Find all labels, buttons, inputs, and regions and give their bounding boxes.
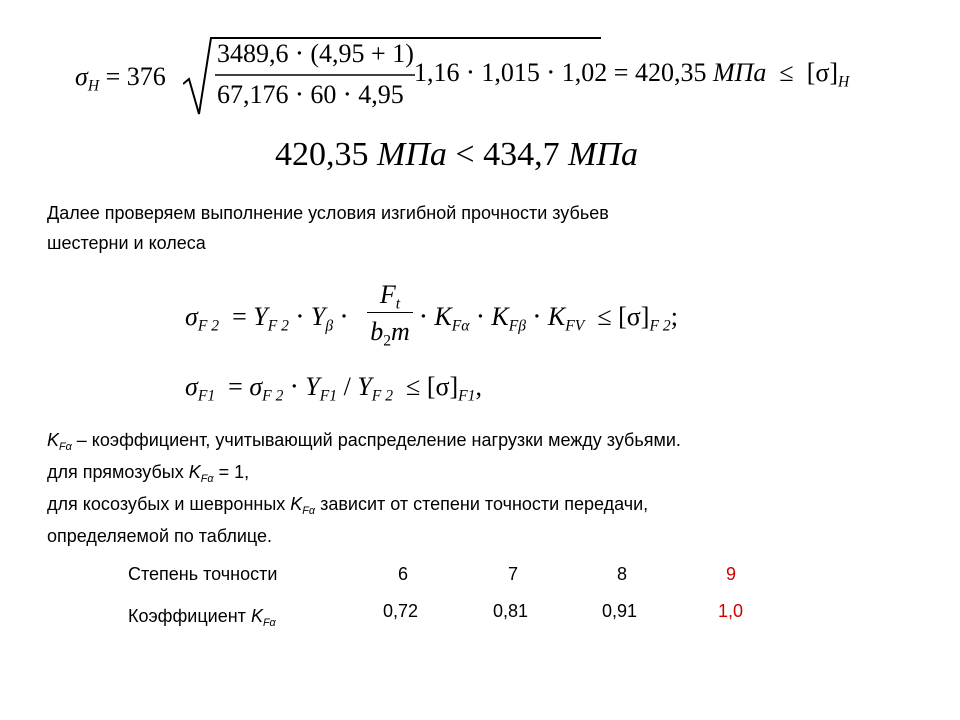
unit-mpa: МПа xyxy=(712,58,767,87)
row2-k: K xyxy=(250,606,263,626)
intro-text xyxy=(47,198,609,258)
comma: , xyxy=(475,372,482,401)
comparison-left-value: 420,35 xyxy=(275,136,369,173)
allowable-sub: H xyxy=(838,73,850,91)
table-ref-line: определяемой по таблице. xyxy=(47,526,272,546)
sqrt-denominator: 67,176 ⋅ 60 ⋅ 4,95 xyxy=(217,80,404,109)
y-f1-sub: F1 xyxy=(319,387,338,405)
allowable-f1: [σ] xyxy=(426,372,459,401)
coef-9: 1,0 xyxy=(718,601,744,621)
dot: ⋅ xyxy=(532,302,542,331)
definition-block xyxy=(47,424,681,552)
sqrt-numerator: 3489,6 ⋅ (4,95 + 1) xyxy=(217,39,414,68)
row2-label-text: Коэффициент xyxy=(128,606,246,626)
y-f2-sub: F 2 xyxy=(267,317,289,335)
k-sub: Fα xyxy=(302,504,316,517)
semicolon: ; xyxy=(670,302,678,331)
formula-sigma-f1 xyxy=(185,372,482,405)
spur-suffix: = 1, xyxy=(218,462,250,482)
leq-sign: ≤ xyxy=(406,372,421,401)
k-fbeta: K xyxy=(491,302,509,331)
intro-line-1: Далее проверяем выполнение условия изгибной прочности зубьев xyxy=(47,203,609,223)
fraction-ft-b2m xyxy=(367,278,413,351)
k-fbeta-sub: Fβ xyxy=(508,317,527,335)
dot: ⋅ xyxy=(289,372,299,401)
equals: = xyxy=(228,372,243,401)
row2-k-sub: Fα xyxy=(262,616,276,629)
sub-h: H xyxy=(87,77,100,95)
y-f1: Y xyxy=(305,372,320,401)
y-f2-ref-sub: F 2 xyxy=(371,387,394,405)
degree-6: 6 xyxy=(398,564,409,584)
spur-line xyxy=(47,456,681,488)
sigma-symbol: σ xyxy=(75,62,88,91)
leq-sign: ≤ xyxy=(779,58,794,87)
comparison-left-unit: МПа xyxy=(377,136,447,173)
definition-text: – коэффициент, учитывающий распределение нагрузки между зубьями. xyxy=(76,430,681,450)
k-sub: Fα xyxy=(200,472,214,485)
comparison-line xyxy=(275,136,638,174)
k-fv: K xyxy=(547,302,566,331)
y-f2: Y xyxy=(253,302,268,331)
allowable-stress: [σ] xyxy=(806,58,839,87)
helical-suffix: зависит от степени точности передачи, xyxy=(320,494,649,514)
allowable-f2: [σ] xyxy=(618,302,650,331)
frac-b-sub: 2 xyxy=(383,332,391,350)
allowable-f1-sub: F1 xyxy=(458,387,476,405)
definition-line xyxy=(47,424,681,456)
sigma-f1-symbol: σ xyxy=(185,372,198,401)
sub-f2: F 2 xyxy=(197,317,220,335)
frac-f: F xyxy=(379,280,396,309)
comparison-operator: < xyxy=(455,136,475,173)
y-beta-sub: β xyxy=(325,317,334,335)
frac-f-sub: t xyxy=(395,295,401,313)
sigma-f2-ref: σ xyxy=(249,372,263,401)
sigma-f2-symbol: σ xyxy=(185,302,198,331)
sub-f1: F1 xyxy=(197,387,216,405)
leq-sign: ≤ xyxy=(597,302,612,331)
sub-f2-ref: F 2 xyxy=(262,387,284,405)
k-falpha: K xyxy=(434,302,452,331)
dot: ⋅ xyxy=(339,302,349,331)
allowable-f2-sub: F 2 xyxy=(649,317,671,335)
degree-8: 8 xyxy=(617,564,628,584)
k-symbol: K xyxy=(47,430,60,450)
dot: ⋅ xyxy=(295,302,305,331)
coef-8: 0,91 xyxy=(602,601,638,621)
frac-b: b xyxy=(370,317,384,346)
equals: = xyxy=(232,302,247,331)
slash: / xyxy=(343,372,351,401)
k-falpha-sub: Fα xyxy=(451,317,470,335)
coef-6: 0,72 xyxy=(383,601,419,621)
helical-prefix: для косозубых и шевронных xyxy=(47,494,286,514)
k-symbol: K xyxy=(188,462,201,482)
comparison-right-value: 434,7 xyxy=(483,136,560,173)
y-beta: Y xyxy=(310,302,326,331)
comparison-right-unit: МПа xyxy=(568,136,638,173)
dot: ⋅ xyxy=(475,302,485,331)
k-symbol: K xyxy=(290,494,303,514)
equals-376: = 376 xyxy=(105,62,166,91)
frac-m: m xyxy=(391,317,410,346)
intro-line-2: шестерни и колеса xyxy=(47,233,206,253)
y-f2-ref: Y xyxy=(357,372,372,401)
spur-prefix: для прямозубых xyxy=(47,462,184,482)
degree-9: 9 xyxy=(726,564,737,584)
dot: ⋅ xyxy=(419,302,428,331)
factors: 1,16 ⋅ 1,015 ⋅ 1,02 = 420,35 xyxy=(414,58,707,87)
accuracy-table xyxy=(128,560,768,640)
coef-7: 0,81 xyxy=(493,601,529,621)
k-fv-sub: FV xyxy=(565,317,585,335)
degree-7: 7 xyxy=(508,564,519,584)
row2-label xyxy=(128,606,276,627)
helical-line xyxy=(47,488,681,520)
row1-label: Степень точности xyxy=(128,564,278,584)
k-sub: Fα xyxy=(59,440,72,453)
